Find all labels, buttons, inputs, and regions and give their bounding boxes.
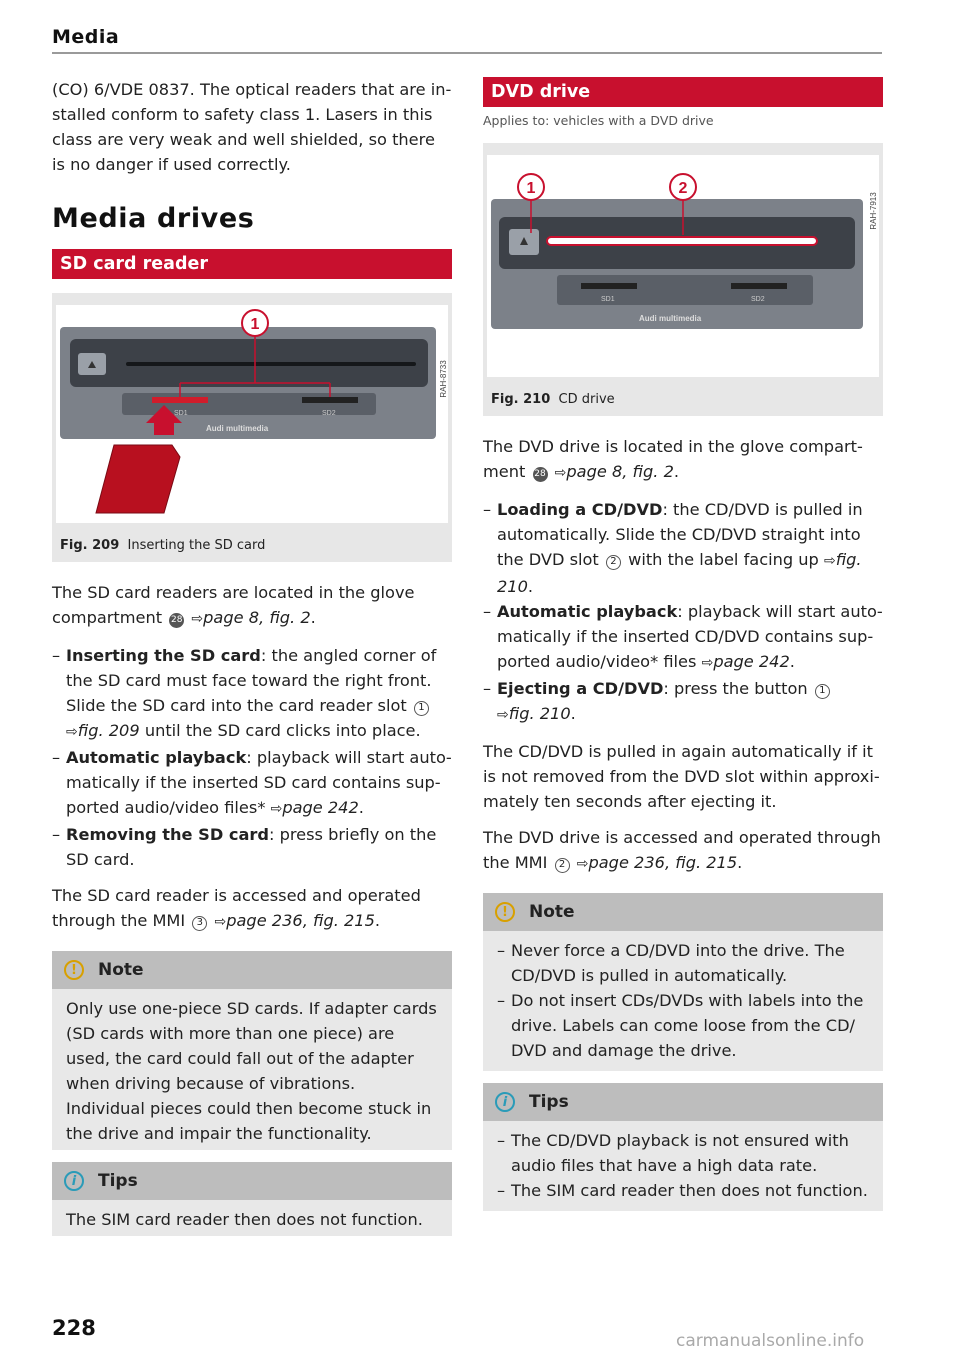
figure-code: RAH-8733 <box>439 360 448 398</box>
brand-label: Audi multimedia <box>206 424 269 433</box>
mmi-paragraph: The SD card reader is accessed and operated through the MMI 3 ⇨page 236, fig. 215. <box>52 886 421 930</box>
dvd-drive-illustration <box>487 155 879 377</box>
list-item: – Automatic playback: playback will start automatically if the inserted CD/DVD contains supported audio/video* files ⇨page 242. <box>483 599 883 676</box>
sd-card-reader-bar: SD card reader <box>52 249 452 279</box>
info-icon: i <box>495 1092 515 1112</box>
figure-caption: Fig. 209 Inserting the SD card <box>60 538 266 553</box>
slot2-label: SD2 <box>322 410 336 417</box>
list-item: – Loading a CD/DVD: the CD/DVD is pulled in automatically. Slide the CD/DVD straight into the DVD slot 2 with the label facing up ⇨fig. 210. <box>483 497 883 599</box>
list-item: – The CD/DVD playback is not ensured with audio files that have a high data rate. <box>497 1128 869 1178</box>
page-number: 228 <box>52 1316 96 1340</box>
list-item: – Ejecting a CD/DVD: press the button 1 ⇨fig. 210. <box>483 676 883 728</box>
list-item: – Never force a CD/DVD into the drive. The CD/DVD is pulled in automatically. <box>497 938 869 988</box>
callout-1: 1 <box>250 316 260 333</box>
tips-box: i Tips The SIM card reader then does not function. <box>52 1162 452 1236</box>
dvd-drive-bar: DVD drive <box>483 77 883 107</box>
intro-paragraph: (CO) 6/VDE 0837. The optical readers that are installed conform to safety class 1. Lasers in this class are very weak and well shielded, so there is no danger if used correctly. <box>52 80 452 174</box>
right-column <box>483 77 883 1223</box>
warning-icon: ! <box>64 960 84 980</box>
note-box: ! Note Only use one-piece SD cards. If adapter cards (SD cards with more than one piece) are used, the card could fall out of the adapter when driving because of vibrations. Individual pieces could then become stuck in the drive and impair the functionality. <box>52 951 452 1150</box>
dvd-instructions-list <box>483 497 883 728</box>
mmi-paragraph: The DVD drive is accessed and operated through the MMI 2 ⇨page 236, fig. 215. <box>483 828 881 872</box>
location-paragraph: The SD card readers are located in the glove compartment 28 ⇨page 8, fig. 2. <box>52 583 415 627</box>
figure-code: RAH-7913 <box>869 192 878 230</box>
brand-label: Audi multimedia <box>639 314 702 323</box>
warning-icon: ! <box>495 902 515 922</box>
figure-209 <box>52 293 452 562</box>
figure-210 <box>483 143 883 416</box>
callout-1: 1 <box>526 180 536 197</box>
list-item: – Inserting the SD card: the angled corner of the SD card must face toward the right front. Slide the SD card into the card reader slot 1 ⇨fig. 209 until the SD card clicks into place. <box>52 643 452 745</box>
list-item: – Removing the SD card: press briefly on the SD card. <box>52 822 452 872</box>
page-reference[interactable]: ⇨page 8, fig. 2 <box>191 608 311 627</box>
section-heading: Media drives <box>52 203 255 234</box>
callout-2: 2 <box>678 180 688 197</box>
list-item: – Do not insert CDs/DVDs with labels into the drive. Labels can come loose from the CD/ DVD and damage the drive. <box>497 988 869 1063</box>
tips-box: i Tips – The CD/DVD playback is not ensured with audio files that have a high data rate. – The SIM card reader then does not function. <box>483 1083 883 1211</box>
figure-caption: Fig. 210 CD drive <box>491 392 615 407</box>
running-head: Media <box>52 26 120 48</box>
location-paragraph: The DVD drive is located in the glove compartment 28 ⇨page 8, fig. 2. <box>483 437 863 481</box>
info-icon: i <box>64 1171 84 1191</box>
header-rule <box>52 52 882 54</box>
slot1-label: SD1 <box>601 296 615 303</box>
note-box: ! Note – Never force a CD/DVD into the drive. The CD/DVD is pulled in automatically. – Do not insert CDs/DVDs with labels into the drive. Labels can come loose from the CD/ DVD and damage the drive. <box>483 893 883 1071</box>
auto-retract-paragraph: The CD/DVD is pulled in again automatically if it is not removed from the DVD slot within approximately ten seconds after ejecting it. <box>483 742 880 811</box>
slot2-label: SD2 <box>751 296 765 303</box>
left-column <box>52 77 452 1248</box>
slot1-label: SD1 <box>174 410 188 417</box>
tips-text: The SIM card reader then does not function. <box>66 1210 423 1229</box>
sd-reader-illustration <box>56 305 448 523</box>
applies-to: Applies to: vehicles with a DVD drive <box>483 113 714 128</box>
list-item: – Automatic playback: playback will start automatically if the inserted SD card contains supported audio/video files* ⇨page 242. <box>52 745 452 822</box>
sd-instructions-list <box>52 643 452 872</box>
note-text: Only use one-piece SD cards. If adapter cards (SD cards with more than one piece) are used, the card could fall out of the adapter when driving because of vibrations. Individual pieces could then become stuck in the drive and impair the functionality. <box>66 999 437 1143</box>
watermark: carmanualsonline.info <box>676 1331 865 1351</box>
list-item: – The SIM card reader then does not function. <box>497 1178 869 1203</box>
